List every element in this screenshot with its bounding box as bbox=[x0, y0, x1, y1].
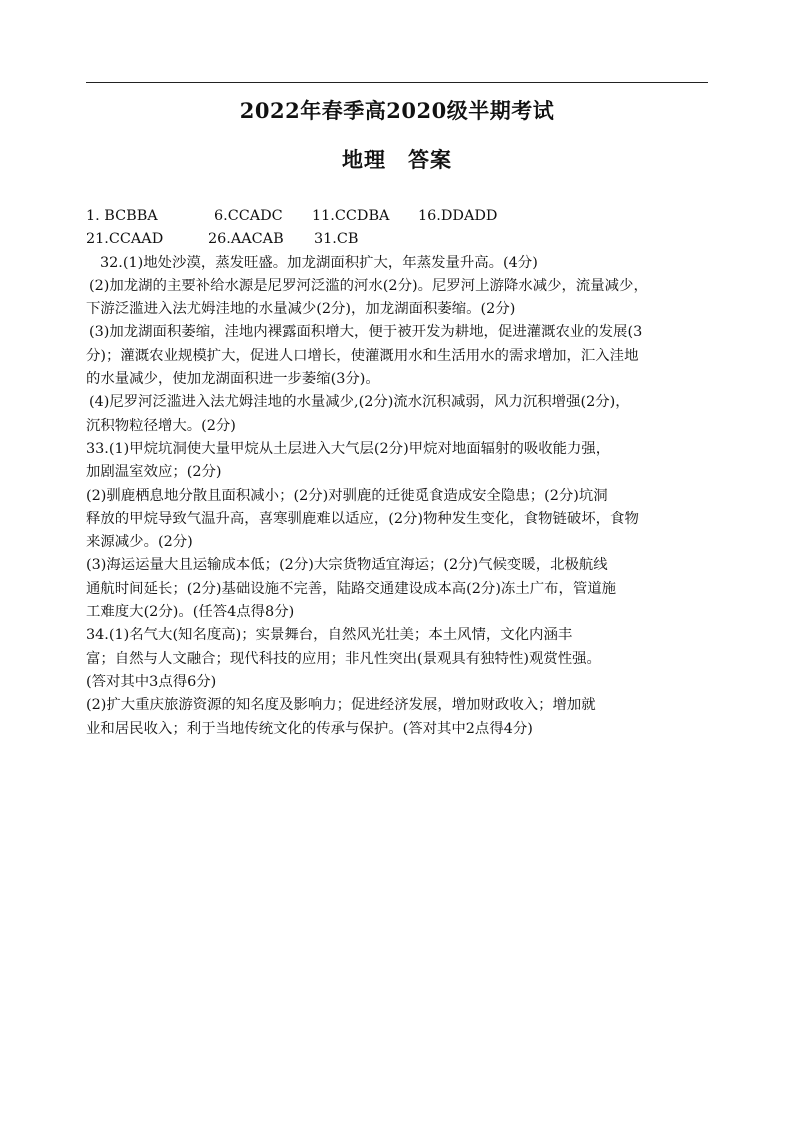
q34-part2-line1: (2)扩大重庆旅游资源的知名度及影响力；促进经济发展，增加财政收入；增加就 bbox=[86, 697, 596, 714]
mc-answer-21-25: 21.CCAAD bbox=[86, 231, 164, 248]
q32-part3-line3: 的水量减少，使加龙湖面积进一步萎缩(3分)。 bbox=[86, 371, 380, 388]
q33-part2-line2: 释放的甲烷导致气温升高，喜寒驯鹿难以适应，(2分)物种发生变化，食物链破坏，食物 bbox=[86, 510, 639, 527]
q34-part1-line1: 34.(1)名气大(知名度高)；实景舞台，自然风光壮美；本土风情，文化内涵丰 bbox=[86, 627, 573, 644]
q34-part1-line3: (答对其中3点得6分) bbox=[86, 673, 217, 690]
header-rule bbox=[86, 82, 708, 83]
q33-part2-line1: (2)驯鹿栖息地分散且面积减小；(2分)对驯鹿的迁徙觅食造成安全隐患；(2分)坑洞 bbox=[86, 487, 608, 504]
mc-answer-31-32: 31.CB bbox=[314, 231, 359, 248]
q34-part2-line2: 业和居民收入；利于当地传统文化的传承与保护。(答对其中2点得4分) bbox=[86, 720, 533, 737]
mc-answer-1-5: 1. BCBBA bbox=[86, 208, 158, 224]
q33-part2-line3: 来源减少。(2分) bbox=[86, 534, 193, 551]
mc-answer-11-15: 11.CCDBA bbox=[312, 208, 390, 224]
q33-part3-line1: (3)海运运量大且运输成本低；(2分)大宗货物适宜海运；(2分)气候变暖，北极航线 bbox=[86, 557, 608, 574]
q32-part4-line2: 沉积物粒径增大。(2分) bbox=[86, 417, 236, 434]
mc-answers-row-2 bbox=[86, 228, 710, 251]
q33-part1-line1: 33.(1)甲烷坑洞使大量甲烷从土层进入大气层(2分)甲烷对地面辐射的吸收能力强， bbox=[86, 440, 611, 457]
q34-part1-line2: 富；自然与人文融合；现代科技的应用；非凡性突出(景观具有独特性)观赏性强。 bbox=[86, 650, 601, 667]
exam-title: 2022年春季高2020级半期考试 bbox=[239, 98, 555, 123]
q32-part2-line1: (2)加龙湖的主要补给水源是尼罗河泛滥的河水(2分)。尼罗河上游降水减少，流量减少， bbox=[89, 277, 648, 294]
mc-answers-row-1 bbox=[86, 205, 710, 228]
mc-answer-26-30: 26.AACAB bbox=[208, 231, 284, 248]
q33-part1-line2: 加剧温室效应；(2分) bbox=[86, 464, 222, 481]
mc-answer-16-20: 16.DDADD bbox=[418, 208, 498, 224]
q32-part3-line2: 分)；灌溉农业规模扩大，促进人口增长，使灌溉用水和生活用水的需求增加，汇入洼地 bbox=[86, 347, 639, 364]
q32-part4-line1: (4)尼罗河泛滥进入法尤姆洼地的水量减少,(2分)流水沉积减弱，风力沉积增强(2分)， bbox=[89, 394, 630, 411]
q33-part3-line3: 工难度大(2分)。(任答4点得8分) bbox=[86, 604, 295, 621]
exam-subtitle: 地理 答案 bbox=[342, 147, 452, 172]
q32-part3-line1: (3)加龙湖面积萎缩，洼地内裸露面积增大，便于被开发为耕地，促进灌溉农业的发展(3 bbox=[89, 324, 643, 341]
q32-part1: 32.(1)地处沙漠，蒸发旺盛。加龙湖面积扩大，年蒸发量升高。(4分) bbox=[100, 254, 538, 271]
mc-answer-6-10: 6.CCADC bbox=[214, 208, 283, 224]
q33-part3-line2: 通航时间延长；(2分)基础设施不完善，陆路交通建设成本高(2分)冻土广布，管道施 bbox=[86, 580, 617, 597]
q32-part2-line2: 下游泛滥进入法尤姆洼地的水量减少(2分)，加龙湖面积萎缩。(2分) bbox=[86, 301, 516, 318]
answer-content bbox=[86, 205, 710, 741]
